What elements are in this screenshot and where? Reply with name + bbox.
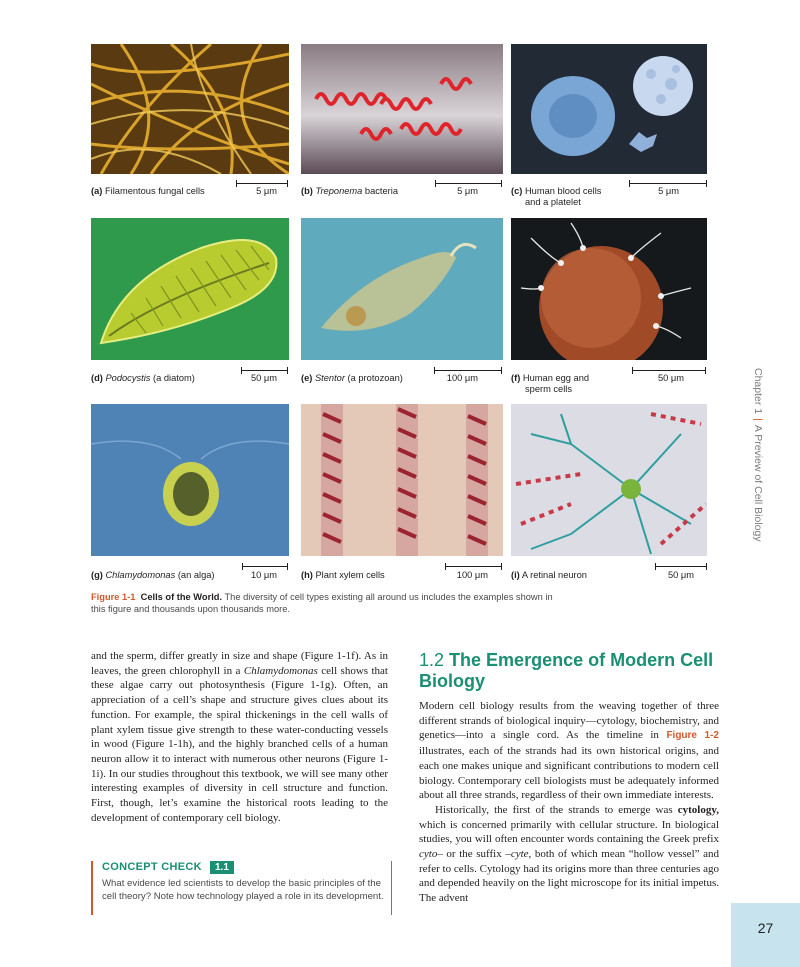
figure-panel-g-image [91, 404, 289, 556]
figure-panel-i-scale-label: 50 μm [667, 570, 694, 580]
concept-check-box [91, 861, 392, 915]
figure-panel-e-image [301, 218, 503, 360]
figure-panel-c-image [511, 44, 707, 174]
figure-panel-c-caption: (c) Human blood cells and a platelet [511, 186, 602, 207]
figure-panel-h-scale-label: 100 μm [456, 570, 488, 580]
figure-panel-a-image [91, 44, 289, 174]
figure-panel-b-scale-label: 5 μm [457, 186, 478, 196]
concept-check-badge: 1.1 [210, 861, 234, 874]
section-title: The Emergence of Modern Cell Biology [419, 650, 714, 691]
figure-number: Figure 1-1 [91, 592, 136, 602]
right-paragraph-1: Modern cell biology results from the weaving together of three different strands of biological inquiry—cytology, biochemistry, and genetics—into a single cord. As the timeline in Figure 1-2 illustrates, each of the strands had its own historical origins, and each one makes unique and significant contributions to modern cell biology. Contemporary cell biologists must be adequately informed about all three strands, regardless of their own immediate interests. [419, 700, 719, 802]
chapter-title: A Preview of Cell Biology [752, 424, 764, 542]
figure-caption [91, 591, 561, 615]
figure-panel-f-image [511, 218, 707, 360]
right-paragraph-2: Historically, the first of the strands to emerge was cytology, which is concerned primarily with cellular structure. In biological studies, you will often encounter words containing the Greek prefix cyto– or the suffix –cyte, both of which mean “hollow vessel” and refer to cells. Cytology had its origins more than three centuries ago and depended heavily on the light microscope for its initial impetus. The advent [419, 803, 719, 905]
left-column-text [91, 649, 388, 825]
figure-panel-f-scale-label: 50 μm [657, 373, 684, 383]
figure-panel-i-image [511, 404, 707, 556]
figure-panel-h-image [301, 404, 503, 556]
figure-panel-a-caption: (a) Filamentous fungal cells [91, 186, 205, 196]
figure-panel-d-image [91, 218, 289, 360]
figure-panel-d-scale-label: 50 μm [250, 373, 277, 383]
figure-panel-e-scale-label: 100 μm [446, 373, 478, 383]
left-paragraph: and the sperm, differ greatly in size and shape (Figure 1-1f). As in leaves, the green chlorophyll in a Chlamydomonas cell shows that these algae carry out photosynthesis (Figure 1-1g). Often, an appreciation of a cell’s shape and structure gives clues about its function. For example, the spiral thickenings in the cell walls of plant xylem tissue give strength to these water-conducting vessels in wood (Figure 1-1h), and the highly branched cells of a human neuron allow it to interact with numerous other neurons (Figure 1-1i). In our studies throughout this textbook, we will see many other interesting examples of diversity in cell structure and function. First, though, let’s examine the historical roots leading to the development of contemporary cell biology. [91, 650, 388, 824]
figure-panel-a-scale-label: 5 μm [256, 186, 277, 196]
figure-panel-g-scale-label: 10 μm [250, 570, 277, 580]
section-heading [419, 650, 719, 692]
figure-title: Cells of the World. [140, 592, 223, 602]
figure-panel-f-caption: (f) Human egg and sperm cells [511, 373, 590, 394]
figure-panel-g-caption: (g) Chlamydomonas (an alga) [91, 570, 215, 580]
figure-panel-b-caption: (b) Treponema bacteria [301, 186, 398, 196]
side-tab-separator: | [752, 418, 764, 421]
figure-panel-i-caption: (i) A retinal neuron [511, 570, 587, 580]
chapter-side-tab [752, 368, 764, 568]
figure-panel-c-scale-label: 5 μm [658, 186, 679, 196]
figure-panel-b-image [301, 44, 503, 174]
section-number: 1.2 [419, 650, 445, 670]
concept-check-title: CONCEPT CHECK [102, 861, 202, 873]
right-column-text [419, 699, 719, 906]
chapter-label: Chapter 1 [752, 368, 764, 415]
page-number: 27 [731, 903, 800, 967]
figure-panel-e-caption: (e) Stentor (a protozoan) [301, 373, 403, 383]
figure-panel-h-caption: (h) Plant xylem cells [301, 570, 385, 580]
figure-caption-text: The diversity of cell types existing all around us includes the examples shown in this figure and thousands upon thousands more. [91, 592, 553, 614]
figure-reference-link[interactable]: Figure 1-2 [666, 730, 719, 742]
concept-check-text: What evidence led scientists to develop the basic principles of the cell theory? Note how technology played a role in its development. [102, 878, 384, 902]
figure-panel-d-caption: (d) Podocystis (a diatom) [91, 373, 195, 383]
